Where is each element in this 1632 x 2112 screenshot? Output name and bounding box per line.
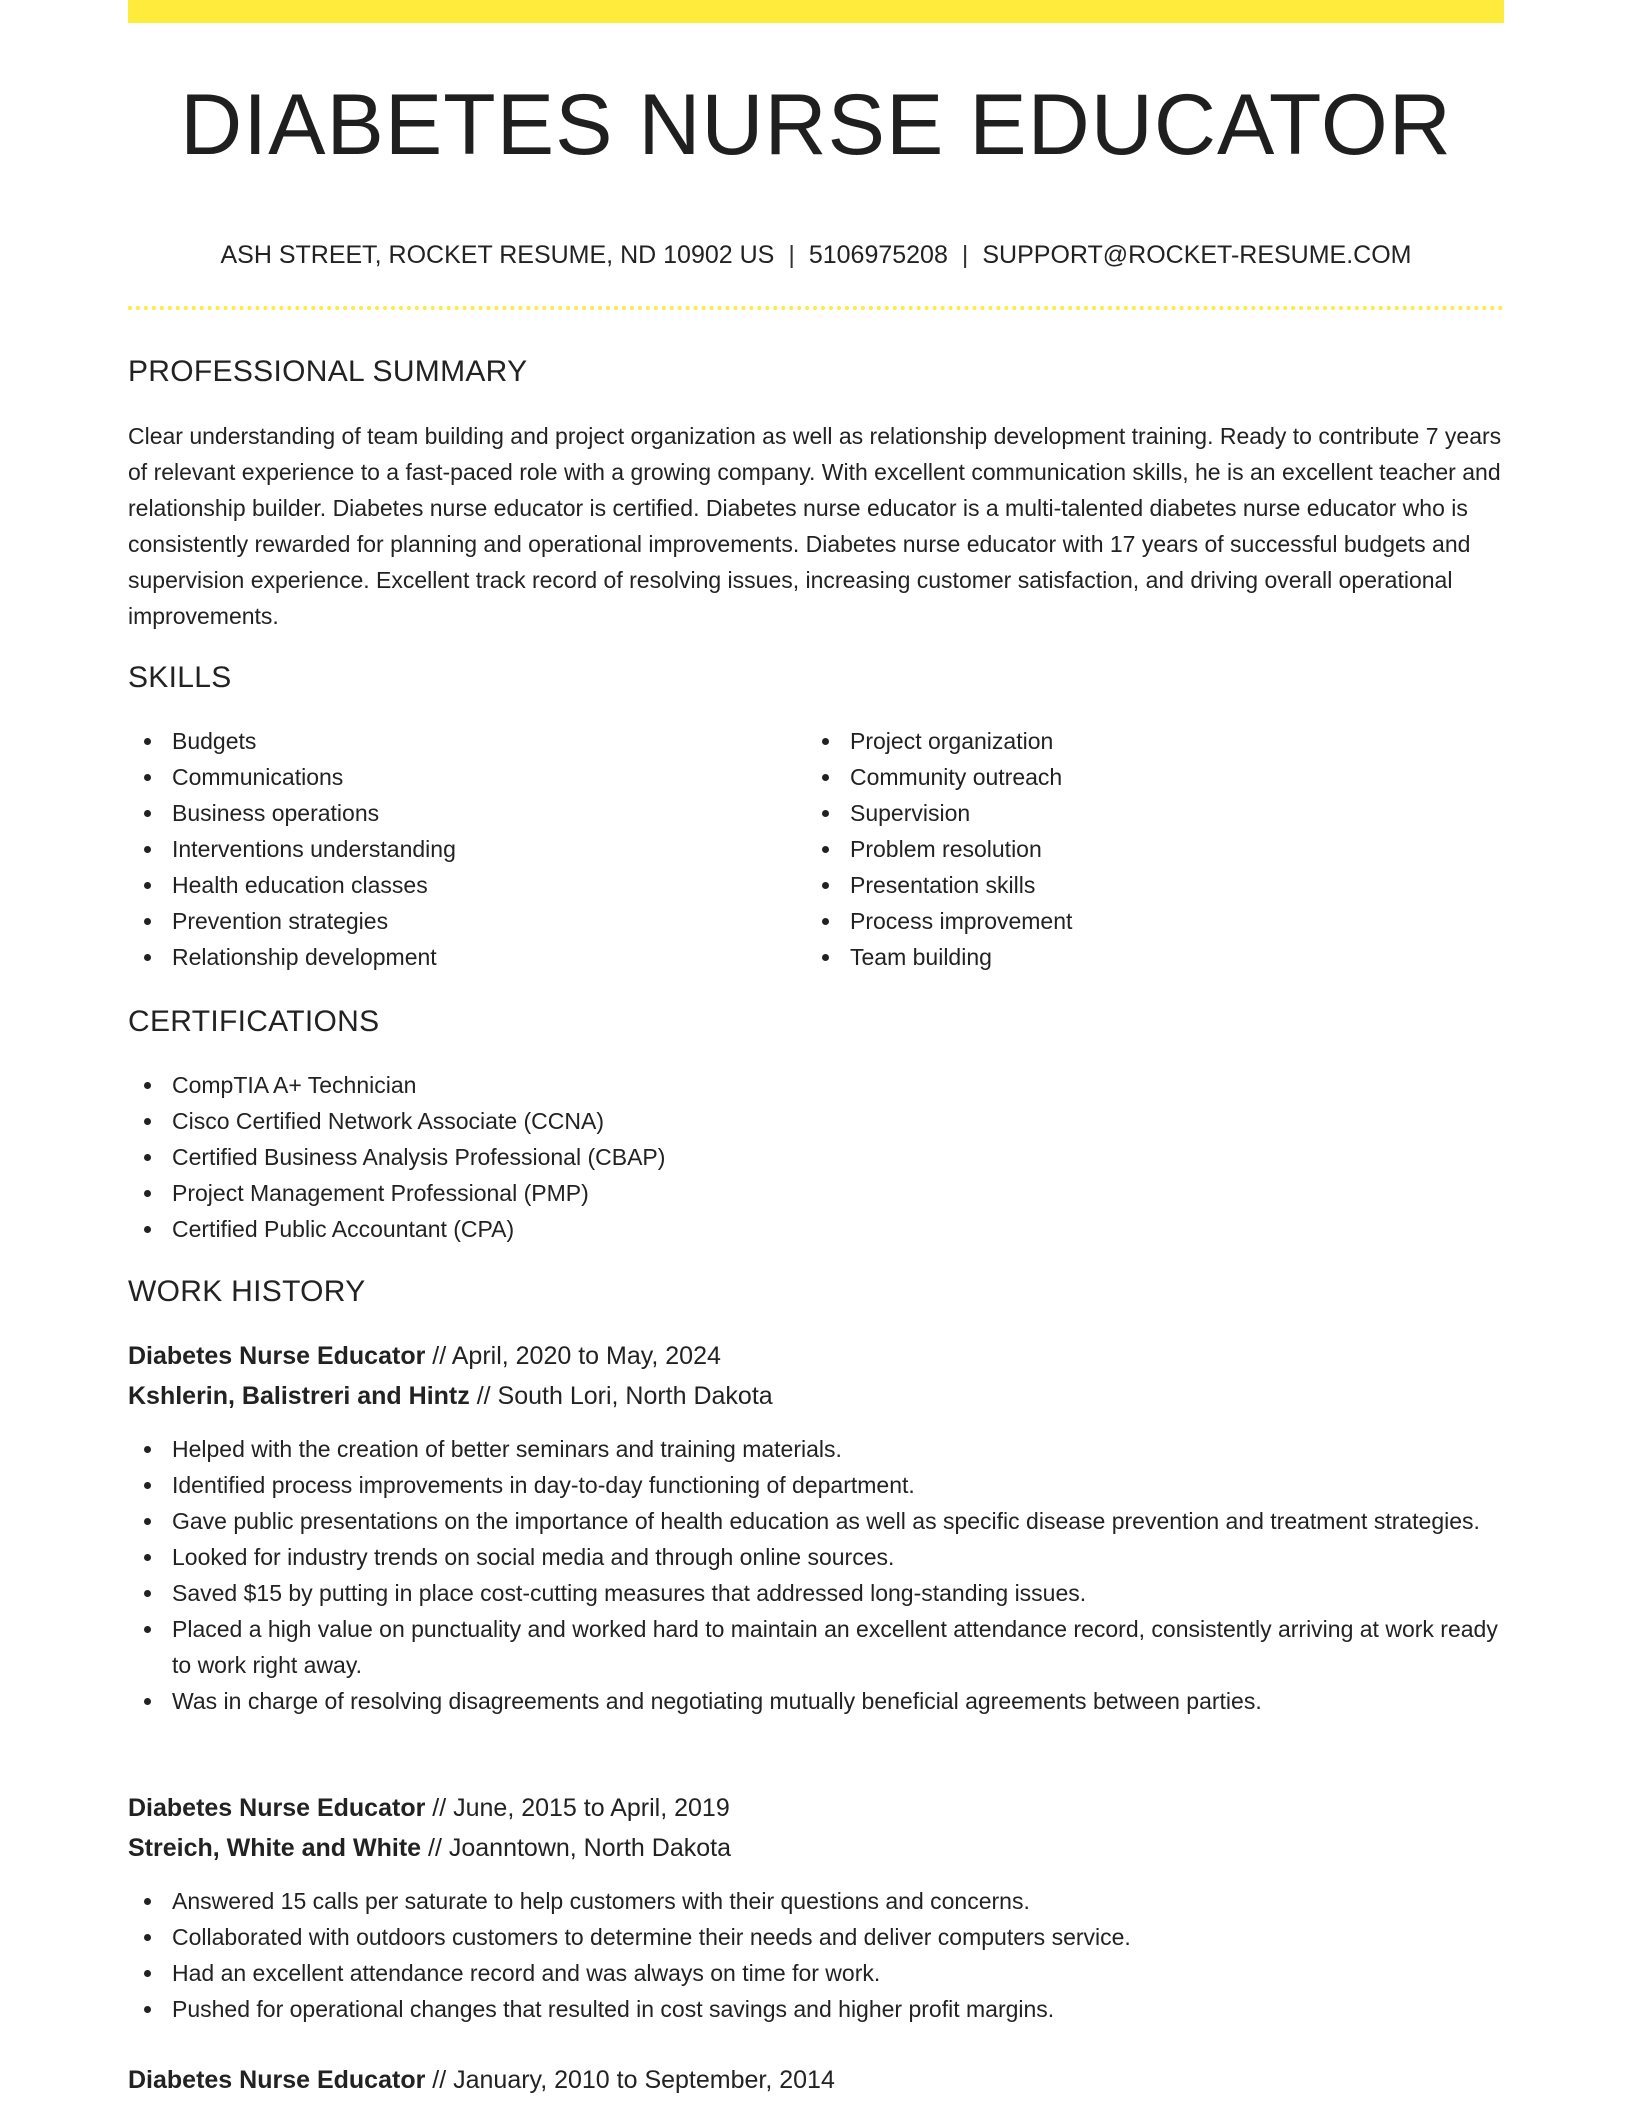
list-item: Interventions understanding (128, 831, 788, 867)
contact-email: SUPPORT@ROCKET-RESUME.COM (982, 241, 1412, 269)
job-location: // South Lori, North Dakota (476, 1382, 773, 1410)
list-item: Project organization (806, 723, 1466, 759)
section-title-skills: SKILLS (128, 661, 232, 694)
section-title-summary: PROFESSIONAL SUMMARY (128, 355, 528, 388)
section-title-work-history: WORK HISTORY (128, 1275, 366, 1308)
job-role: Diabetes Nurse Educator (128, 1342, 426, 1370)
job-company: Kshlerin, Balistreri and Hintz (128, 1382, 470, 1410)
list-item: Certified Public Accountant (CPA) (128, 1211, 1504, 1247)
skills-list-right (806, 723, 1466, 975)
list-item: Communications (128, 759, 788, 795)
job-role: Diabetes Nurse Educator (128, 1794, 426, 1822)
list-item: Certified Business Analysis Professional (CBAP) (128, 1139, 1504, 1175)
contact-separator: | (788, 241, 795, 269)
dotted-divider (128, 306, 1504, 310)
skills-column-left (128, 723, 788, 975)
section-title-certifications: CERTIFICATIONS (128, 1005, 380, 1038)
contact-phone: 5106975208 (808, 241, 948, 269)
list-item: Problem resolution (806, 831, 1466, 867)
list-item: Gave public presentations on the importance of health education as well as specific disease prevention and treatment strategies. (128, 1503, 1504, 1539)
list-item: Answered 15 calls per saturate to help customers with their questions and concerns. (128, 1883, 1504, 1919)
job-dates: // January, 2010 to September, 2014 (432, 2066, 835, 2094)
list-item: Prevention strategies (128, 903, 788, 939)
certifications-list (128, 1067, 1504, 1247)
list-item: CompTIA A+ Technician (128, 1067, 1504, 1103)
list-item: Placed a high value on punctuality and worked hard to maintain an excellent attendance record, consistently arriving at work ready to work right away. (128, 1611, 1504, 1683)
job-title-line (128, 1336, 721, 1376)
job-title-line (128, 1788, 730, 1828)
list-item: Pushed for operational changes that resulted in cost savings and higher profit margins. (128, 1991, 1504, 2027)
resume-name: DIABETES NURSE EDUCATOR (180, 77, 1452, 173)
job-title-line (128, 2060, 835, 2100)
contact-address: ASH STREET, ROCKET RESUME, ND 10902 US (220, 241, 775, 269)
list-item: Health education classes (128, 867, 788, 903)
list-item: Helped with the creation of better seminars and training materials. (128, 1431, 1504, 1467)
list-item: Process improvement (806, 903, 1466, 939)
list-item: Cisco Certified Network Associate (CCNA) (128, 1103, 1504, 1139)
job-bullet-list (128, 1431, 1504, 1719)
job-bullet-list (128, 1883, 1504, 2027)
list-item: Supervision (806, 795, 1466, 831)
skills-column-right (806, 723, 1466, 975)
list-item: Team building (806, 939, 1466, 975)
list-item: Relationship development (128, 939, 788, 975)
job-dates: // June, 2015 to April, 2019 (432, 1794, 730, 1822)
job-bullets (128, 1431, 1504, 1719)
top-accent-bar (128, 0, 1504, 23)
list-item: Business operations (128, 795, 788, 831)
job-company: Streich, White and White (128, 1834, 422, 1862)
list-item: Collaborated with outdoors customers to determine their needs and deliver computers service. (128, 1919, 1504, 1955)
contact-separator: | (961, 241, 969, 269)
list-item: Identified process improvements in day-to-day functioning of department. (128, 1467, 1504, 1503)
list-item: Was in charge of resolving disagreements and negotiating mutually beneficial agreements between parties. (128, 1683, 1504, 1719)
list-item: Had an excellent attendance record and was always on time for work. (128, 1955, 1504, 1991)
list-item: Community outreach (806, 759, 1466, 795)
job-bullets (128, 1883, 1504, 2027)
skills-list-left (128, 723, 788, 975)
list-item: Project Management Professional (PMP) (128, 1175, 1504, 1211)
list-item: Looked for industry trends on social media and through online sources. (128, 1539, 1504, 1575)
job-company-line (128, 1828, 731, 1868)
job-role: Diabetes Nurse Educator (128, 2066, 426, 2094)
job-company-line (128, 1376, 773, 1416)
summary-text: Clear understanding of team building and project organization as well as relationship development training. Ready to contribute 7 years of relevant experience to a fast-paced role with a growing company. With excellent communication skills, he is an excellent teacher and relationship builder. Diabetes nurse educator is certified. Diabetes nurse educator is a multi-talented diabetes nurse educator who is consistently rewarded for planning and operational improvements. Diabetes nurse educator with 17 years of successful budgets and supervision experience. Excellent track record of resolving issues, increasing customer satisfaction, and driving overall operational improvements. (128, 423, 1502, 629)
list-item: Presentation skills (806, 867, 1466, 903)
contact-line (128, 238, 1504, 272)
list-item: Saved $15 by putting in place cost-cutting measures that addressed long-standing issues. (128, 1575, 1504, 1611)
resume-page (128, 0, 1504, 2112)
job-location: // Joanntown, North Dakota (428, 1834, 731, 1862)
job-dates: // April, 2020 to May, 2024 (432, 1342, 721, 1370)
list-item: Budgets (128, 723, 788, 759)
